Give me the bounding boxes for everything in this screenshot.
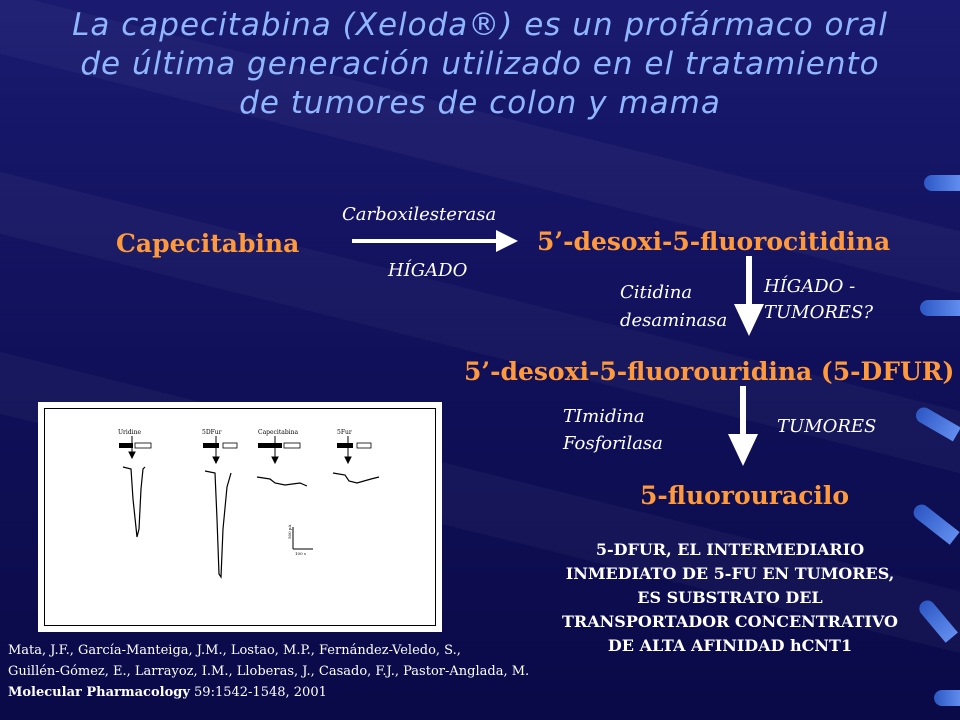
note-line: 5-DFUR, EL INTERMEDIARIO [595, 540, 865, 559]
scale-x-label: 100 s [295, 551, 306, 556]
current-trace-plot [45, 409, 435, 625]
arrow-right-icon [350, 226, 520, 256]
reference-authors-line: Guillén-Gómez, E., Larrayoz, I.M., Lloberas, J., Casado, F.J., Pastor-Anglada, M. [8, 664, 530, 679]
note-line: TRANSPORTADOR CONCENTRATIVO [562, 612, 898, 631]
enzyme-citidina-line1: Citidina [620, 282, 693, 303]
reference-authors-line: Mata, J.F., García-Manteiga, J.M., Lostao, M.P., Fernández-Veledo, S., [8, 643, 461, 658]
site-higado: HÍGADO [388, 260, 468, 281]
compound-dfcr: 5’-desoxi-5-fluorocitidina [537, 227, 891, 256]
site-higado-tumores-line2: TUMORES? [764, 302, 874, 323]
trace-label-5fur: 5Fur [337, 429, 352, 436]
trace-label-5dfur: 5DFur [202, 429, 222, 436]
reference-journal-line [8, 682, 529, 703]
arrow-down-icon [727, 386, 759, 468]
site-tumores: TUMORES [777, 416, 877, 437]
enzyme-timidina-line2: Fosforilasa [563, 433, 663, 454]
note-line: DE ALTA AFINIDAD hCNT1 [607, 636, 853, 655]
scale-y-label: 500 pA [287, 524, 292, 539]
journal-citation: 59:1542-1548, 2001 [189, 685, 327, 700]
journal-name: Molecular Pharmacology [8, 685, 190, 700]
compound-dfur: 5’-desoxi-5-fluorouridina (5-DFUR) [464, 357, 955, 386]
compound-5fu: 5-fluorouracilo [640, 481, 850, 510]
side-bar-decoration [924, 175, 960, 191]
enzyme-citidina-line2: desaminasa [620, 310, 728, 331]
arrow-down-icon [733, 256, 765, 338]
side-bar-decoration [920, 300, 960, 316]
note-line: INMEDIATO DE 5-FU EN TUMORES, [565, 564, 895, 583]
enzyme-carboxilesterasa: Carboxilesterasa [342, 204, 497, 225]
electrophysiology-trace-figure [38, 402, 442, 632]
reference-citation [8, 640, 529, 703]
compound-capecitabina: Capecitabina [116, 229, 300, 258]
trace-label-uridine: Uridine [118, 429, 142, 436]
enzyme-timidina-line1: TImidina [563, 406, 645, 427]
transporter-note [530, 538, 930, 658]
slide-title: La capecitabina (Xeloda®) es un profármaco oral de última generación utilizado en el tratamiento de tumores de colon y mama [72, 7, 888, 121]
note-line: ES SUBSTRATO DEL [637, 588, 823, 607]
side-bar-decoration [934, 690, 960, 706]
site-higado-tumores-line1: HÍGADO - [764, 276, 856, 297]
trace-label-capecitabina: Capecitabina [258, 429, 299, 436]
